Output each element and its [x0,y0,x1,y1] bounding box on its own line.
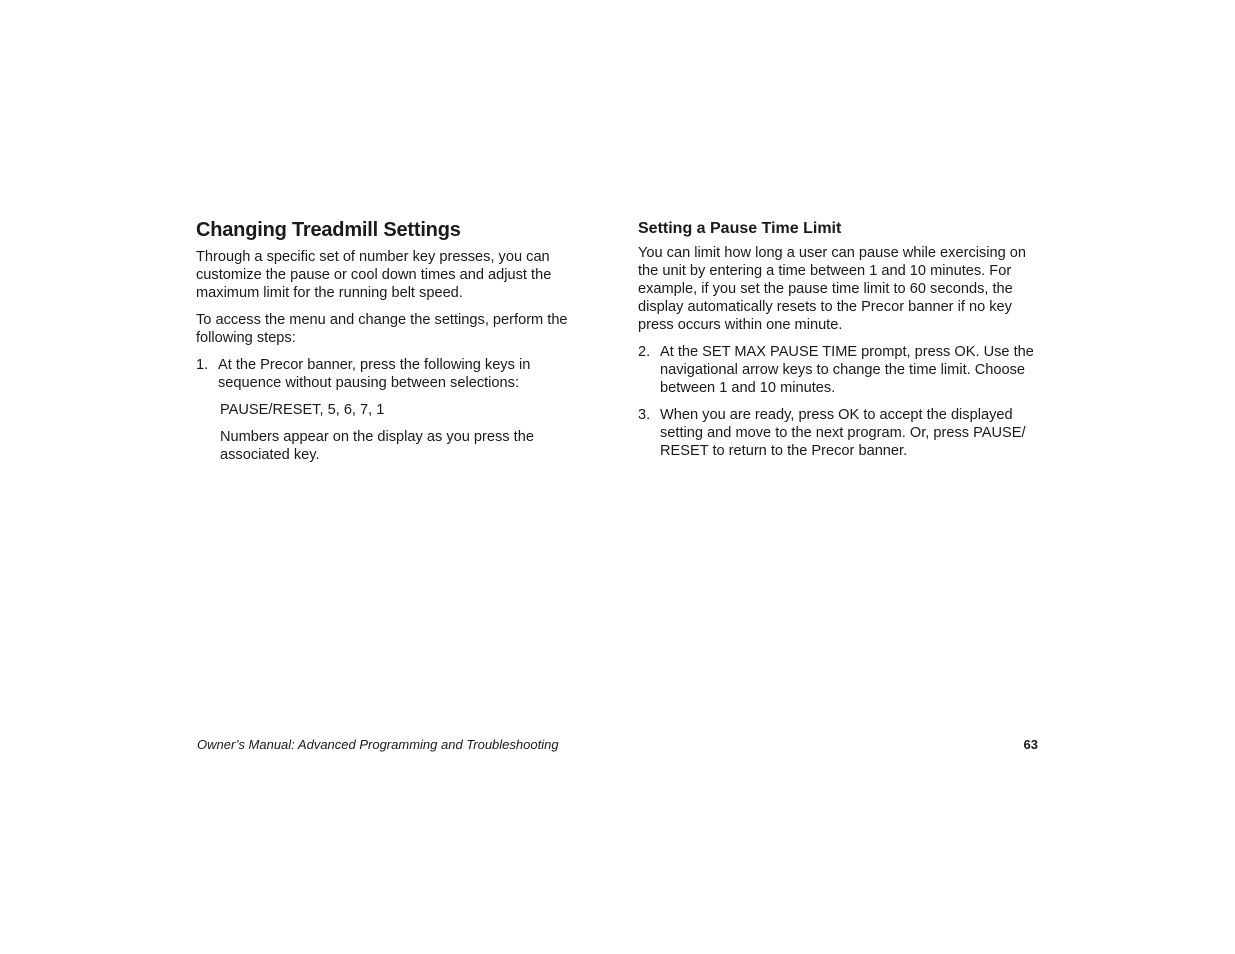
page-number: 63 [1023,737,1038,752]
right-column [638,218,1038,469]
key-note: Numbers appear on the display as you press the associated key. [220,429,534,463]
step-item [196,356,596,392]
intro-paragraph: Through a specific set of number key presses, you can customize the pause or cool down times and adjust the maximum limit for the running belt speed. [196,249,552,301]
step-text: When you are ready, press OK to accept the displayed setting and move to the next program. Or, press PAUSE/ RESET to return to the Precor banner. [660,407,1026,459]
footer-title: Owner’s Manual: Advanced Programming and Troubleshooting [197,737,559,752]
step-text: At the SET MAX PAUSE TIME prompt, press OK. Use the navigational arrow keys to change the time limit. Choose between 1 and 10 minutes. [660,344,1034,396]
subsection-heading: Setting a Pause Time Limit [638,220,842,237]
step-item [638,343,1038,397]
access-paragraph: To access the menu and change the settings, perform the following steps: [196,312,568,346]
key-sequence: PAUSE/RESET, 5, 6, 7, 1 [220,402,385,418]
step-text: At the Precor banner, press the following keys in sequence without pausing between selections: [218,357,531,391]
step-number: 3. [638,407,651,423]
left-column [196,218,596,473]
section-heading: Changing Treadmill Settings [196,219,461,241]
step-number: 2. [638,344,651,360]
step-item [638,406,1038,460]
pause-limit-paragraph: You can limit how long a user can pause while exercising on the unit by entering a time between 1 and 10 minutes. For example, if you set the pause time limit to 60 seconds, the display automatically resets to the Precor banner if no key press occurs within one minute. [638,245,1027,333]
step-number: 1. [196,357,209,373]
